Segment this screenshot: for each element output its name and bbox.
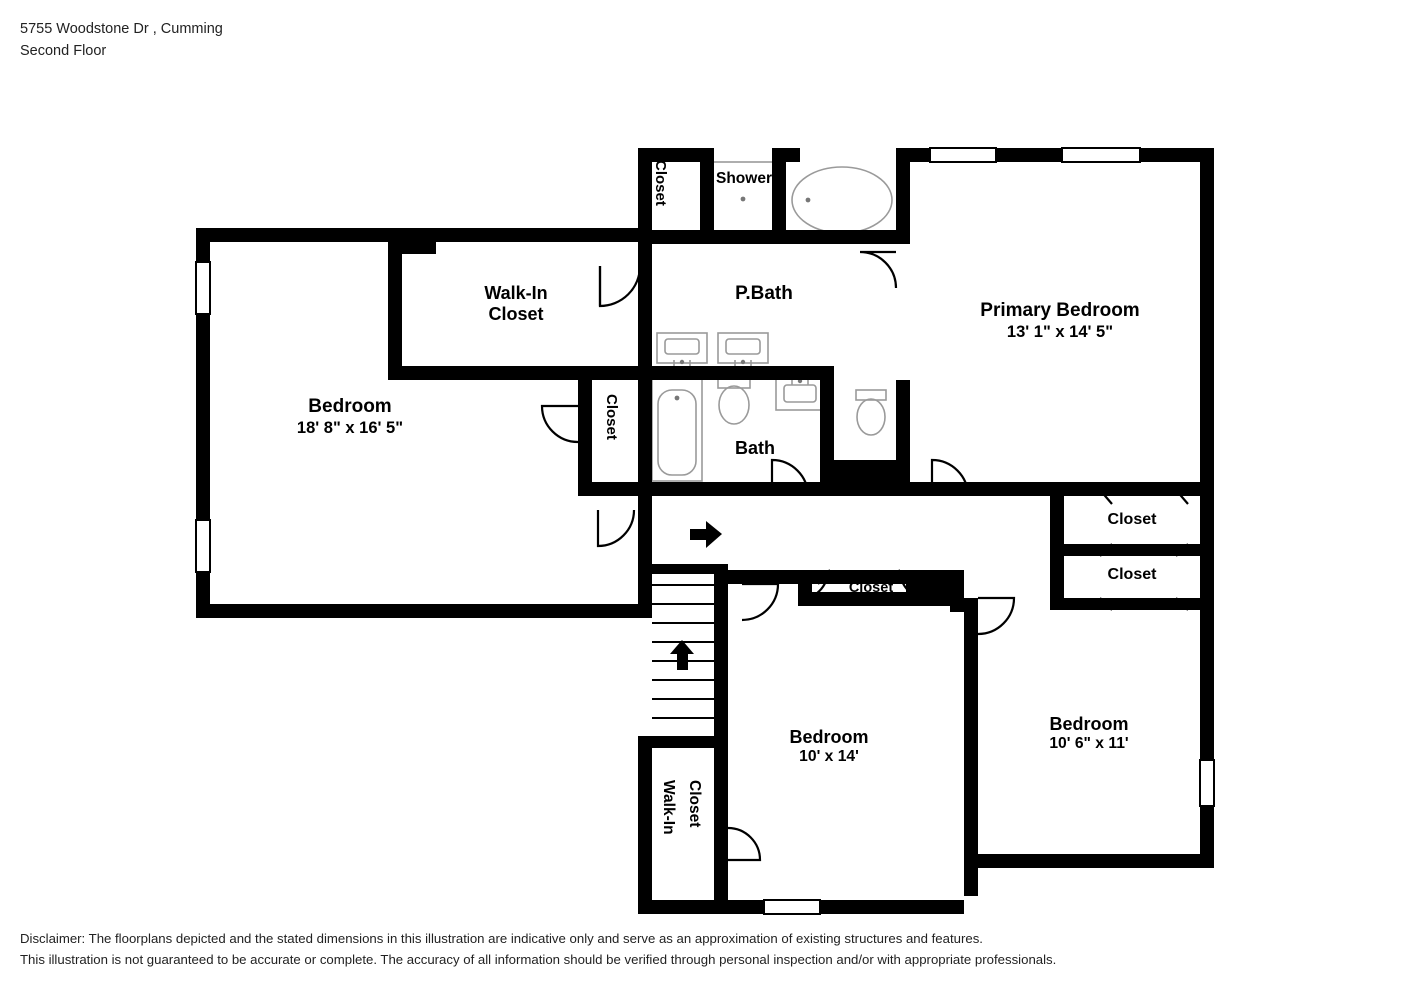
- label-primary-bath: P.Bath: [735, 283, 793, 304]
- label-walkin-closet-bottom-line2: Closet: [686, 780, 703, 828]
- sink-icon: [776, 376, 824, 410]
- label-closet-top: Closet: [652, 160, 669, 206]
- disclaimer-line-2: This illustration is not guaranteed to be accurate or complete. The accuracy of all information should be verified through personal inspection and/or with appropriate professionals.: [20, 952, 1057, 968]
- shower-icon: [712, 162, 774, 234]
- label-bedroom-right: Bedroom 10' 6" x 11': [1049, 714, 1129, 753]
- disclaimer: [20, 928, 1056, 971]
- label-primary-bedroom: Primary Bedroom 13' 1" x 14' 5": [980, 300, 1140, 342]
- floor-label: Second Floor: [20, 43, 107, 60]
- label-bath: Bath: [735, 438, 775, 458]
- toilet-icon: [718, 378, 750, 424]
- sink-icon: [657, 333, 707, 366]
- label-bedroom-large: Bedroom 18' 8" x 16' 5": [296, 396, 404, 438]
- disclaimer-line-1: Disclaimer: The floorplans depicted and the stated dimensions in this illustration are indicative only and serve as an approximation of existing structures and features.: [20, 931, 983, 946]
- label-closet-center: Closet: [848, 580, 894, 596]
- property-address: 5755 Woodstone Dr , Cumming: [20, 21, 223, 37]
- label-closet-right-upper: Closet: [1107, 511, 1157, 528]
- sink-icon: [718, 333, 768, 366]
- label-bedroom-middle: Bedroom 10' x 14': [789, 727, 869, 766]
- toilet-icon: [856, 390, 886, 435]
- label-closet-right-lower: Closet: [1107, 566, 1157, 583]
- label-closet-mid: Closet: [603, 394, 620, 440]
- arrow-up-icon: [670, 640, 694, 670]
- label-walkin-closet-top: Walk-In Closet: [484, 283, 548, 325]
- label-walkin-closet-bottom-line1: Walk-In: [660, 780, 677, 835]
- arrow-right-icon: [690, 521, 722, 548]
- label-shower: Shower: [716, 170, 772, 187]
- bathtub-icon: [652, 376, 702, 481]
